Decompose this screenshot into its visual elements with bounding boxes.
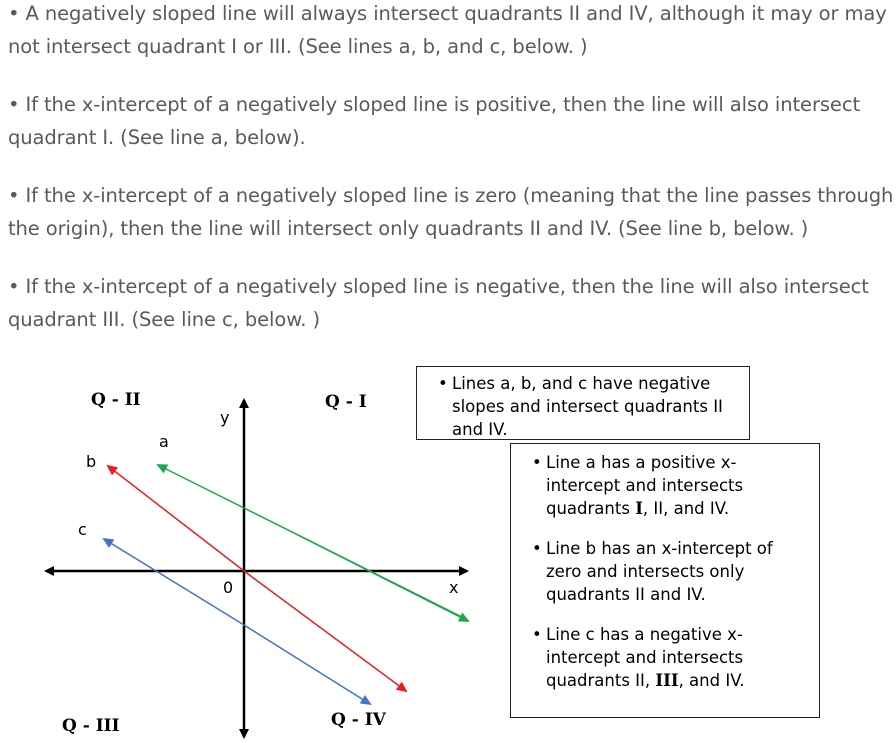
line-b bbox=[108, 466, 244, 571]
x-axis-label: x bbox=[449, 578, 459, 597]
line-a-label: a bbox=[159, 432, 169, 451]
quadrant-ii-label: Q - II bbox=[91, 390, 141, 410]
summary-note: • Lines a, b, and c have negative slopes and intersect quadrants II and IV. bbox=[436, 372, 739, 441]
line-c-end bbox=[244, 625, 370, 704]
note-line-c: • Line c has a negative x-intercept and intersects quadrants II, III, and IV. bbox=[530, 623, 809, 692]
paragraph-quadrants-general: • A negatively sloped line will always intersect quadrants II and IV, although it may or may not intersect quadrant I or III. (See lines a, b, and c, below. ) bbox=[8, 2, 887, 58]
paragraph-zero-intercept: • If the x-intercept of a negatively sloped line is zero (meaning that the line passes through the origin), then the line will intersect only quadrants II and IV. (See line b, below. ) bbox=[8, 184, 894, 240]
line-b-end bbox=[244, 571, 406, 691]
line-c-label: c bbox=[78, 520, 87, 539]
note-line-a: • Line a has a positive x-intercept and intersects quadrants I, II, and IV. bbox=[530, 451, 809, 520]
paragraph-negative-intercept: • If the x-intercept of a negatively sloped line is negative, then the line will also intersect quadrant III. (See line c, below. ) bbox=[8, 275, 869, 331]
quadrant-iv-label: Q - IV bbox=[331, 710, 386, 730]
y-axis-label: y bbox=[220, 408, 230, 427]
quadrant-i-label: Q - I bbox=[325, 392, 367, 412]
note-line-b: • Line b has an x-intercept of zero and intersects only quadrants II and IV. bbox=[530, 537, 809, 606]
origin-label: 0 bbox=[223, 578, 234, 597]
quadrant-iii-label: Q - III bbox=[62, 716, 120, 736]
paragraph-positive-intercept: • If the x-intercept of a negatively sloped line is positive, then the line will also intersect quadrant I. (See line a, below). bbox=[8, 93, 860, 149]
summary-note-box bbox=[416, 366, 750, 440]
line-notes-box bbox=[510, 443, 820, 718]
line-a-end bbox=[300, 536, 468, 621]
line-b-label: b bbox=[86, 452, 97, 471]
